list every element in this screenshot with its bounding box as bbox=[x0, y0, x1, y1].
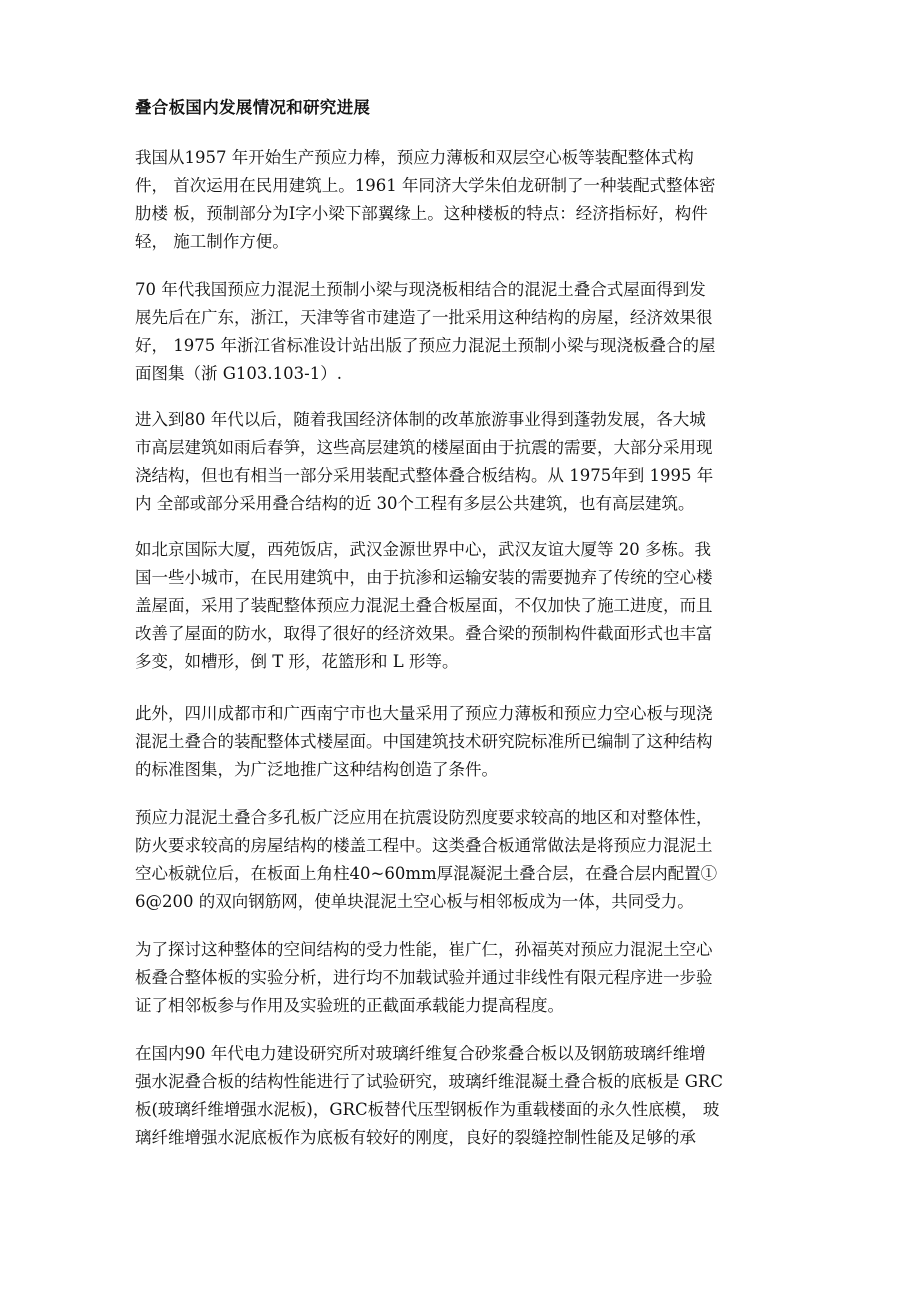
paragraph-line: 好， 1975 年浙江省标准设计站出版了预应力混泥土预制小梁与现浇板叠合的屋 bbox=[135, 336, 716, 355]
paragraph-line: 肋楼 板，预制部分为I字小梁下部翼缘上。这种楼板的特点：经济指标好，构件 bbox=[135, 204, 708, 223]
paragraph-line: 璃纤维增强水泥底板作为底板有较好的刚度，良好的裂缝控制性能及足够的承 bbox=[135, 1128, 696, 1147]
paragraph-line: 件， 首次运用在民用建筑上。1961 年同济大学朱伯龙研制了一种装配式整体密 bbox=[135, 176, 716, 195]
paragraph-line: 内 全部或部分采用叠合结构的近 30个工程有多层公共建筑，也有高层建筑。 bbox=[135, 494, 695, 513]
paragraph-line: 进入到80 年代以后，随着我国经济体制的改革旅游事业得到蓬勃发展，各大城 bbox=[135, 410, 706, 429]
paragraph-line: 预应力混泥土叠合多孔板广泛应用在抗震设防烈度要求较高的地区和对整体性， bbox=[135, 808, 713, 827]
paragraph-line: 浇结构，但也有相当一部分采用装配式整体叠合板结构。从 1975年到 1995 年 bbox=[135, 466, 714, 485]
paragraph-5 bbox=[135, 700, 795, 784]
paragraph-line: 轻， 施工制作方便。 bbox=[135, 232, 289, 251]
paragraph-line: 混泥土叠合的装配整体式楼屋面。中国建筑技术研究院标准所已编制了这种结构 bbox=[135, 732, 713, 751]
paragraph-line: 6@200 的双向钢筋网，使单块混泥土空心板与相邻板成为一体，共同受力。 bbox=[135, 892, 694, 911]
paragraph-line: 空心板就位后，在板面上角柱40~60mm厚混凝泥土叠合层，在叠合层内配置① bbox=[135, 864, 718, 883]
paragraph-line: 为了探讨这种整体的空间结构的受力性能，崔广仁，孙福英对预应力混泥土空心 bbox=[135, 940, 713, 959]
paragraph-line: 如北京国际大厦，西苑饭店，武汉金源世界中心，武汉友谊大厦等 20 多栋。我 bbox=[135, 540, 711, 559]
paragraph-line: 改善了屋面的防水，取得了很好的经济效果。叠合梁的预制构件截面形式也丰富 bbox=[135, 624, 713, 643]
paragraph-line: 面图集（浙 G103.103-1）. bbox=[135, 364, 342, 383]
paragraph-line: 盖屋面，采用了装配整体预应力混泥土叠合板屋面，不仅加快了施工进度，而且 bbox=[135, 596, 713, 615]
paragraph-3 bbox=[135, 406, 795, 518]
paragraph-7 bbox=[135, 936, 795, 1020]
paragraph-line: 防火要求较高的房屋结构的楼盖工程中。这类叠合板通常做法是将预应力混泥土 bbox=[135, 836, 713, 855]
paragraph-line: 证了相邻板参与作用及实验班的正截面承载能力提高程度。 bbox=[135, 996, 564, 1015]
paragraph-1 bbox=[135, 144, 795, 256]
paragraph-line: 此外，四川成都市和广西南宁市也大量采用了预应力薄板和预应力空心板与现浇 bbox=[135, 704, 713, 723]
paragraph-line: 板叠合整体板的实验分析，进行均不加载试验并通过非线性有限元程序进一步验 bbox=[135, 968, 713, 987]
paragraph-line: 展先后在广东，浙江，天津等省市建造了一批采用这种结构的房屋，经济效果很 bbox=[135, 308, 713, 327]
paragraph-line: 多变，如槽形，倒 T 形，花篮形和 L 形等。 bbox=[135, 652, 459, 671]
paragraph-8 bbox=[135, 1040, 795, 1152]
paragraph-line: 国一些小城市，在民用建筑中，由于抗渗和运输安装的需要抛弃了传统的空心楼 bbox=[135, 568, 713, 587]
paragraph-line: 在国内90 年代电力建设研究所对玻璃纤维复合砂浆叠合板以及钢筋玻璃纤维增 bbox=[135, 1044, 706, 1063]
paragraph-line: 市高层建筑如雨后春笋，这些高层建筑的楼屋面由于抗震的需要，大部分采用现 bbox=[135, 438, 713, 457]
paragraph-6 bbox=[135, 804, 795, 916]
paragraph-4 bbox=[135, 536, 795, 676]
paragraph-line: 强水泥叠合板的结构性能进行了试验研究，玻璃纤维混凝土叠合板的底板是 GRC bbox=[135, 1072, 723, 1091]
paragraph-2 bbox=[135, 276, 795, 388]
document-title: 叠合板国内发展情况和研究进展 bbox=[135, 98, 371, 117]
paragraph-line: 70 年代我国预应力混泥土预制小梁与现浇板相结合的混泥土叠合式屋面得到发 bbox=[135, 280, 706, 299]
paragraph-line: 板(玻璃纤维增强水泥板)，GRC板替代压型钢板作为重载楼面的永久性底模， 玻 bbox=[135, 1100, 720, 1119]
paragraph-line: 的标准图集，为广泛地推广这种结构创造了条件。 bbox=[135, 760, 498, 779]
paragraph-line: 我国从1957 年开始生产预应力棒，预应力薄板和双层空心板等装配整体式构 bbox=[135, 148, 694, 167]
